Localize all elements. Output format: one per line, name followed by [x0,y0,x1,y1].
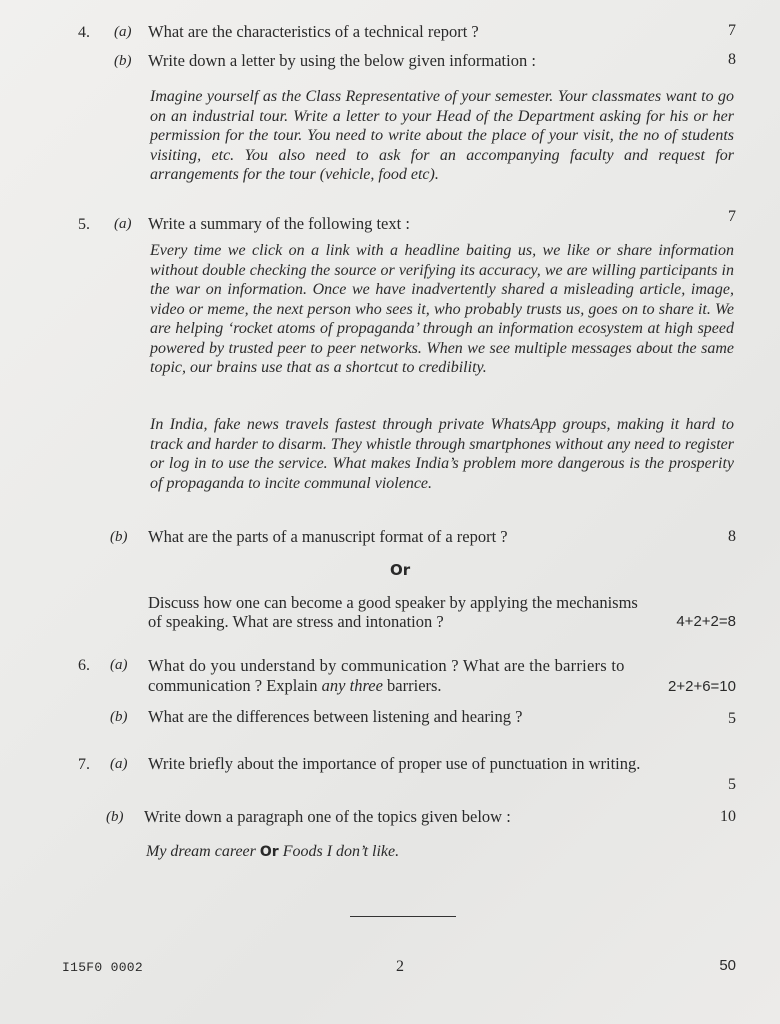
question-number: 5. [78,216,90,233]
marks: 7 [728,208,736,225]
question-text-start: communication ? Explain [148,676,322,695]
sub-label: (b) [110,529,128,545]
sub-label: (a) [110,657,128,673]
sub-label: (a) [114,24,132,40]
question-text: of speaking. What are stress and intonation ? [148,612,444,631]
or-separator: Or [390,561,411,579]
question-number: 7. [78,756,90,773]
question-text: Discuss how one can become a good speaker by applying the mechanisms [148,593,638,612]
topic-1: My dream career [146,843,260,860]
question-text: Write down a paragraph one of the topics given below : [144,807,511,826]
question-text: Write briefly about the importance of proper use of punctuation in writing. [148,754,641,773]
passage: Every time we click on a link with a headline baiting us, we like or share information without double checking the source or verifying its accuracy, we are willing participants in the war on information. Once we have inadvertently shared a misleading article, image, video or meme, the next person who sees it, who probably trusts us, goes on to share it. We are helping ‘rocket atoms of propaganda’ through an information ecosystem at high speed powered by trusted peer to peer networks. When we see multiple messages about the same topic, our brains use that as a shortcut to credibility. [150,242,734,376]
or-separator: Or [259,844,279,860]
question-text [148,676,442,696]
sub-label: (b) [114,53,132,69]
question-text: Write down a letter by using the below given information : [148,51,536,70]
question-text: What are the characteristics of a technical report ? [148,22,479,41]
passage: Imagine yourself as the Class Representative of your semester. Your classmates want to go on an industrial tour. Write a letter to your Head of the Department asking for his or her permission for the tour. You need to write about the place of your visit, the no of students visiting, etc. You also need to ask for an accompanying faculty and request for arrangements for the tour (vehicle, food etc). [150,88,734,183]
sub-label: (a) [114,216,132,232]
paper-code: I15F0 0002 [62,960,144,975]
question-text: What are the differences between listening and hearing ? [148,707,523,726]
marks: 5 [728,710,736,727]
marks: 8 [728,51,736,68]
question-number: 6. [78,657,90,674]
sub-label: (b) [110,709,128,725]
sub-label: (a) [110,756,128,772]
passage: In India, fake news travels fastest through private WhatsApp groups, making it hard to track and harder to disarm. They whistle through smartphones without any need to register or log in to use the service. What makes India’s problem more dangerous is the prosperity of propaganda to incite communal violence. [150,416,734,492]
question-text: Write a summary of the following text : [148,214,410,233]
question-number: 4. [78,24,90,41]
emphasis: any three [321,676,383,695]
marks: 2+2+6=10 [668,678,736,695]
topic-2: Foods I don’t like. [278,843,400,860]
end-rule [350,916,456,917]
question-text-end: barriers. [382,676,442,695]
marks: 10 [720,808,736,825]
question-text: What are the parts of a manuscript format of a report ? [148,527,508,546]
topics-line [146,842,399,862]
marks: 7 [728,22,736,39]
marks: 4+2+2=8 [676,613,736,630]
total-marks: 50 [719,957,736,974]
marks: 5 [728,776,736,793]
sub-label: (b) [106,809,124,825]
marks: 8 [728,528,736,545]
question-text: What do you understand by communication ? What are the barriers to [148,656,625,675]
page-number: 2 [396,958,404,975]
